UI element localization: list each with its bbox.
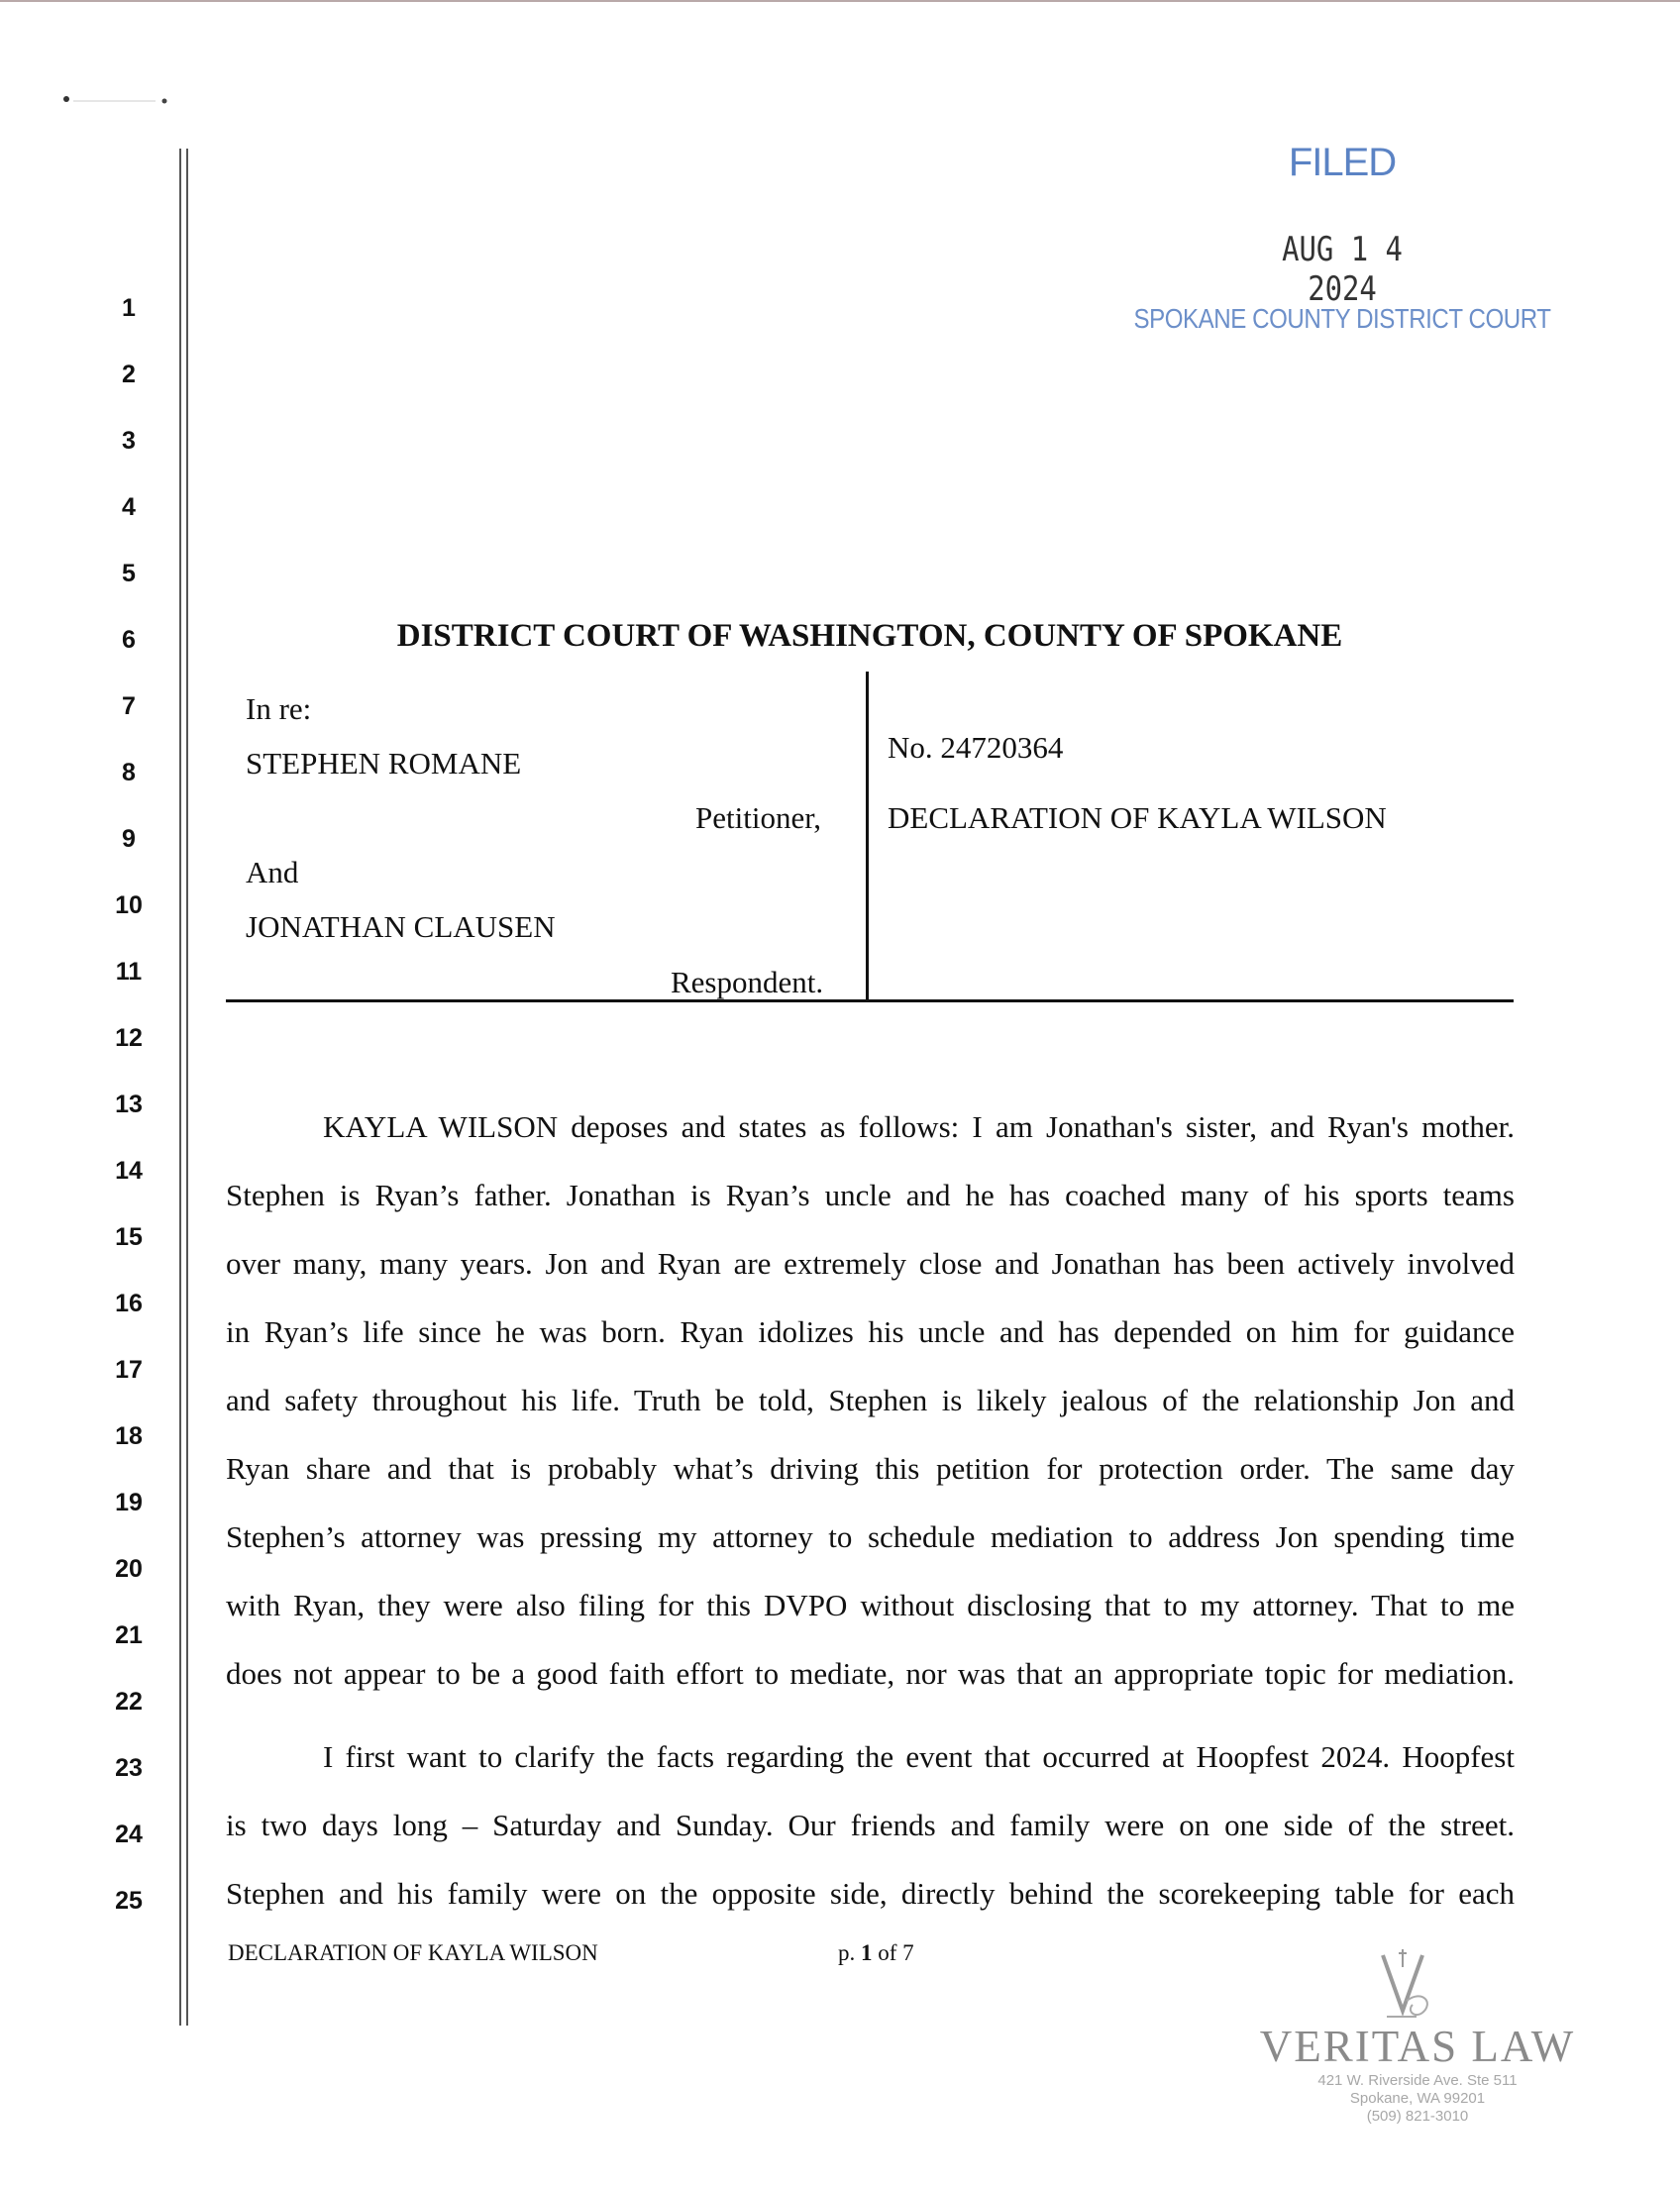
- line-number: 15: [115, 1223, 143, 1251]
- law-firm-name: VERITAS LAW: [1259, 2022, 1576, 2071]
- line-number: 23: [115, 1754, 143, 1782]
- line-number: 16: [115, 1290, 143, 1317]
- document-title: DECLARATION OF KAYLA WILSON: [888, 800, 1387, 835]
- body-line: is two days long – Saturday and Sunday. Our friends and family were on one side of the street.: [226, 1808, 1515, 1842]
- line-number: 19: [115, 1489, 143, 1516]
- line-number: 11: [115, 958, 143, 986]
- footer-page-prefix: p.: [838, 1940, 856, 1965]
- case-number: No. 24720364: [888, 730, 1064, 765]
- caption-divider-vertical: [866, 672, 869, 1001]
- line-number: 6: [122, 626, 136, 654]
- footer-page-suffix: of 7: [878, 1940, 914, 1965]
- line-number: 14: [115, 1157, 143, 1185]
- footer-page-current: 1: [861, 1940, 873, 1965]
- caption-and: And: [246, 855, 299, 889]
- line-number: 20: [115, 1555, 143, 1583]
- line-number: 12: [115, 1024, 143, 1052]
- line-number: 9: [122, 825, 136, 853]
- line-number: 10: [115, 891, 143, 919]
- body-line: and safety throughout his life. Truth be told, Stephen is likely jealous of the relationship Jon and: [226, 1383, 1515, 1417]
- footer-document-title: DECLARATION OF KAYLA WILSON: [228, 1940, 598, 1965]
- body-line: in Ryan’s life since he was born. Ryan idolizes his uncle and has depended on him for guidance: [226, 1314, 1515, 1349]
- line-number: 2: [122, 361, 136, 388]
- body-line: Stephen is Ryan’s father. Jonathan is Ryan’s uncle and he has coached many of his sports teams: [226, 1178, 1515, 1212]
- veritas-emblem-icon: [1373, 1947, 1442, 2027]
- caption-petitioner-name: STEPHEN ROMANE: [246, 746, 522, 781]
- line-number: 4: [122, 493, 136, 521]
- body-line: Ryan share and that is probably what’s driving this petition for protection order. The same day: [226, 1451, 1515, 1486]
- line-number: 7: [122, 692, 136, 720]
- margin-rule-right: [186, 149, 188, 2026]
- body-line: Stephen’s attorney was pressing my attorney to schedule mediation to address Jon spending time: [226, 1519, 1515, 1554]
- body-line: does not appear to be a good faith effort to mediate, nor was that an appropriate topic for mediation.: [226, 1656, 1515, 1691]
- scan-speck-mark: [61, 95, 170, 105]
- body-line: with Ryan, they were also filing for this DVPO without disclosing that to my attorney. That to me: [226, 1588, 1515, 1622]
- line-number: 24: [115, 1821, 143, 1848]
- line-number: 5: [122, 560, 136, 587]
- line-number: 21: [115, 1621, 143, 1649]
- body-line: I first want to clarify the facts regarding the event that occurred at Hoopfest 2024. Hoopfest: [323, 1739, 1515, 1774]
- caption-petitioner-role: Petitioner,: [695, 800, 822, 835]
- body-line: KAYLA WILSON deposes and states as follows: I am Jonathan's sister, and Ryan's mother.: [323, 1109, 1515, 1144]
- caption-respondent-role: Respondent.: [671, 965, 824, 999]
- law-firm-phone: (509) 821-3010: [1366, 2108, 1469, 2125]
- line-number: 1: [122, 294, 136, 322]
- law-firm-address-line2: Spokane, WA 99201: [1349, 2090, 1486, 2107]
- line-number: 13: [115, 1091, 143, 1118]
- margin-rule-left: [179, 149, 181, 2026]
- stamp-court: SPOKANE COUNTY DISTRICT COURT: [1133, 303, 1551, 334]
- caption-in-re: In re:: [246, 691, 312, 726]
- stamp-filed: FILED: [1288, 141, 1397, 184]
- court-title: DISTRICT COURT OF WASHINGTON, COUNTY OF SPOKANE: [396, 618, 1343, 654]
- scan-top-rule: [0, 0, 1680, 2]
- body-line: over many, many years. Jon and Ryan are extremely close and Jonathan has been actively involved: [226, 1246, 1515, 1281]
- stamp-date: AUG 1 4 2024: [1282, 230, 1403, 309]
- footer-page-number: [838, 1940, 914, 1966]
- line-number: 17: [115, 1356, 143, 1384]
- law-firm-address-line1: 421 W. Riverside Ave. Ste 511: [1317, 2072, 1518, 2089]
- line-number: 3: [122, 427, 136, 455]
- line-number: 25: [115, 1887, 143, 1915]
- body-line: Stephen and his family were on the opposite side, directly behind the scorekeeping table for each: [226, 1876, 1515, 1911]
- line-number: 8: [122, 759, 136, 786]
- caption-divider-horizontal: [226, 999, 1514, 1002]
- caption-respondent-name: JONATHAN CLAUSEN: [246, 909, 556, 944]
- line-number: 18: [115, 1422, 143, 1450]
- line-number: 22: [115, 1688, 143, 1716]
